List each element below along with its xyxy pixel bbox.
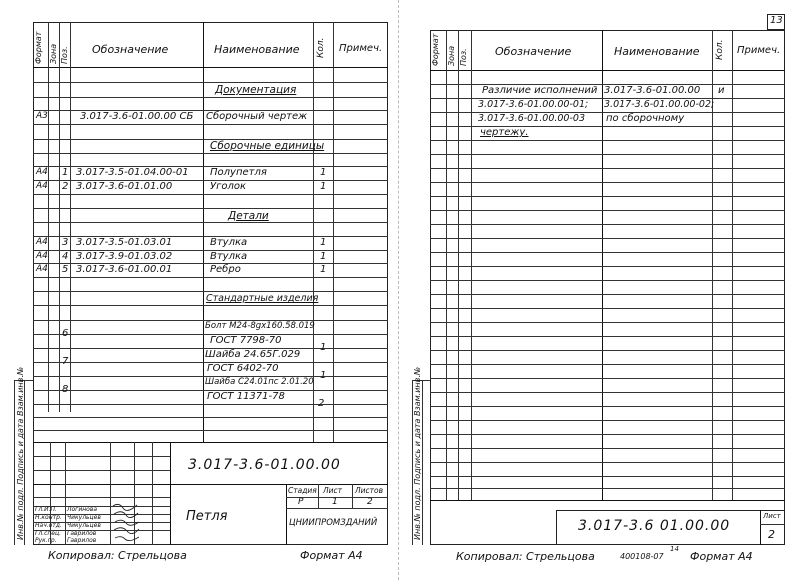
role-label: Рук.гр.: [35, 537, 57, 544]
role-label: Гл.спец.: [35, 530, 61, 537]
section-parts: Детали: [228, 210, 269, 222]
signature-image: [111, 500, 151, 542]
person-name: Гаврилов: [67, 530, 97, 537]
header-note: Примеч.: [737, 45, 781, 56]
section-standard: Стандартные изделия: [206, 293, 319, 304]
person-name: Логинова: [67, 506, 98, 513]
sheet-label: Лист: [323, 486, 343, 495]
copier-left: Копировал: Стрельцова: [48, 549, 187, 562]
document-title: Петля: [186, 509, 228, 524]
side-strip-right: Инв.№ подл. Подпись и дата Взам.инв.№: [413, 366, 422, 540]
stamp-right: 400108-07: [620, 552, 664, 561]
header-designation: Обозначение: [92, 43, 169, 56]
sheet-value-right: 2: [768, 528, 775, 541]
header-qty: Кол.: [715, 39, 725, 60]
person-name: Чикульцев: [67, 522, 101, 529]
document-code-right: 3.017-3.6 01.00.00: [578, 518, 731, 534]
sheet-value: 1: [332, 497, 338, 507]
role-label: Гл.И.П.: [35, 506, 57, 513]
section-assemblies: Сборочные единицы: [210, 140, 325, 152]
sheet-label-right: Лист: [763, 512, 781, 520]
header-format: Формат: [431, 33, 440, 66]
header-zone: Зона: [447, 45, 456, 66]
page-number: 13: [770, 15, 783, 26]
role-label: Н.контр.: [35, 514, 62, 521]
header-note: Примеч.: [339, 43, 383, 54]
format-left: Формат А4: [300, 549, 363, 562]
side-strip-left: Инв.№ подл. Подпись и дата Взам.инв.№: [16, 366, 25, 540]
header-name: Наименование: [214, 43, 300, 56]
section-documentation: Документация: [215, 84, 297, 96]
header-designation: Обозначение: [495, 45, 572, 58]
header-pos: Поз.: [60, 46, 69, 64]
organization: ЦНИИПРОМЗДАНИЙ: [289, 518, 378, 528]
fold-line: [398, 0, 399, 580]
header-qty: Кол.: [316, 37, 326, 58]
header-zone: Зона: [49, 43, 58, 64]
document-code: 3.017-3.6-01.00.00: [188, 457, 341, 473]
stamp-page-right: 14: [670, 545, 679, 553]
person-name: Чикульцев: [67, 514, 101, 521]
header-pos: Поз.: [459, 48, 468, 66]
copier-right: Копировал: Стрельцова: [456, 550, 595, 563]
header-format: Формат: [34, 31, 43, 64]
stage-label: Стадия: [288, 486, 317, 495]
format-right: Формат А4: [690, 550, 753, 563]
role-label: Нач.отд.: [35, 522, 62, 529]
stage-value: Р: [298, 497, 304, 507]
sheets-value: 2: [367, 497, 373, 507]
header-name: Наименование: [614, 45, 700, 58]
person-name: Гаврилов: [67, 537, 97, 544]
sheets-label: Листов: [355, 486, 384, 495]
